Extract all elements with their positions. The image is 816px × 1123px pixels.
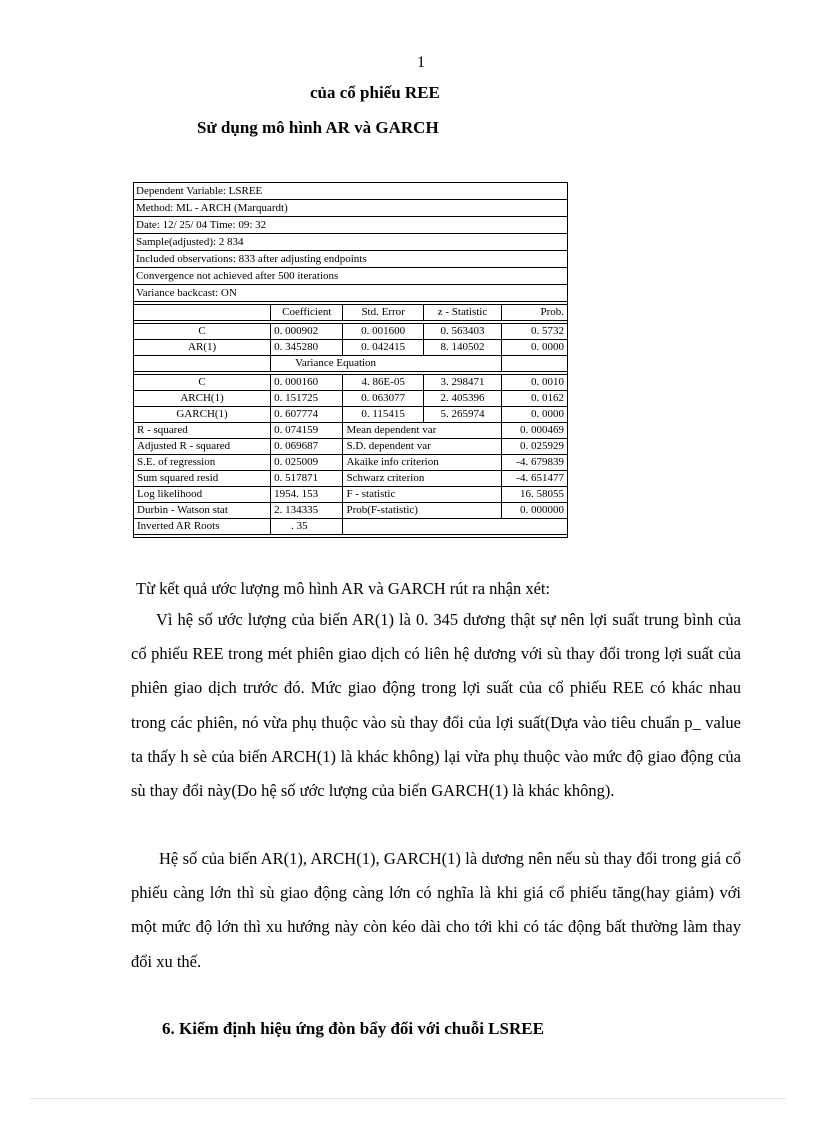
info-sample: Sample(adjusted): 2 834	[134, 234, 567, 251]
table-row: C 0. 000902 0. 001600 0. 563403 0. 5732	[134, 324, 567, 340]
title-line-1: của cổ phiếu REE	[310, 83, 440, 102]
roots-value: . 35	[271, 519, 343, 535]
info-convergence: Convergence not achieved after 500 iterations	[134, 268, 567, 285]
header-std-error: Std. Error	[343, 305, 423, 321]
stats-row: Durbin - Watson stat 2. 134335 Prob(F-statistic) 0. 000000	[134, 503, 567, 519]
page-number: 1	[417, 54, 425, 71]
title-line-2: Sử dụng mô hình AR và GARCH	[197, 118, 439, 137]
table-row: GARCH(1) 0. 607774 0. 115415 5. 265974 0. 0000	[134, 407, 567, 423]
header-row	[134, 305, 567, 321]
eviews-output-table	[133, 182, 568, 538]
table-row: AR(1) 0. 345280 0. 042415 8. 140502 0. 0000	[134, 340, 567, 356]
stats-row: R - squared 0. 074159 Mean dependent var 0. 000469	[134, 423, 567, 439]
info-observations: Included observations: 833 after adjusting endpoints	[134, 251, 567, 268]
stats-row: Log likelihood 1954. 153 F - statistic 16. 58055	[134, 487, 567, 503]
roots-row	[134, 519, 567, 535]
header-z-statistic: z - Statistic	[423, 305, 501, 321]
paragraph-1: Vì hệ số ước lượng của biến AR(1) là 0. 345 dương thật sự nên lợi suất trung bình của cổ phiếu REE trong mét phiên giao dịch có liên hệ dương với sù thay đổi trong lợi suất của phiên giao dịch trước đó. Mức giao động trong lợi suất của cổ phiếu REE có khác nhau trong các phiên, nó vừa phụ thuộc vào sù thay đổi của lợi suất(Dựa vào tiêu chuẩn p_ value ta thấy h sè của biến ARCH(1) là khác không) lại vừa phụ thuộc vào mức độ giao động của sù thay đổi này(Do hệ số ước lượng của biến GARCH(1) là khác không).	[131, 610, 741, 801]
info-method: Method: ML - ARCH (Marquardt)	[134, 200, 567, 217]
roots-label: Inverted AR Roots	[134, 519, 271, 535]
coefficient-table	[134, 302, 567, 537]
variance-equation-row	[134, 356, 567, 372]
info-date: Date: 12/ 25/ 04 Time: 09: 32	[134, 217, 567, 234]
stats-row: S.E. of regression 0. 025009 Akaike info criterion -4. 679839	[134, 455, 567, 471]
header-coefficient: Coefficient	[271, 305, 343, 321]
variance-equation-label: Variance Equation	[271, 356, 502, 372]
paragraph-2: Hệ số của biến AR(1), ARCH(1), GARCH(1) là dương nên nếu sù thay đổi trong giá cổ phiếu càng lớn thì sù giao động càng lớn có nghĩa là khi giá cổ phiếu tăng(hay giảm) với một mức độ lớn thì xu hướng này còn kéo dài cho tới khi có tác động bất thường làm thay đổi xu thế.	[131, 849, 741, 971]
header-prob: Prob.	[502, 305, 567, 321]
table-row: ARCH(1) 0. 151725 0. 063077 2. 405396 0. 0162	[134, 391, 567, 407]
stats-row: Adjusted R - squared 0. 069687 S.D. dependent var 0. 025929	[134, 439, 567, 455]
intro-text: Từ kết quả ước lượng mô hình AR và GARCH rút ra nhận xét:	[136, 579, 551, 598]
section-heading: 6. Kiểm định hiệu ứng đòn bẩy đối với chuỗi LSREE	[162, 1019, 544, 1038]
table-row: C 0. 000160 4. 86E-05 3. 298471 0. 0010	[134, 375, 567, 391]
page-bottom-divider	[30, 1098, 786, 1099]
info-variance-backcast: Variance backcast: ON	[134, 285, 567, 302]
info-dependent-variable: Dependent Variable: LSREE	[134, 183, 567, 200]
stats-row: Sum squared resid 0. 517871 Schwarz criterion -4. 651477	[134, 471, 567, 487]
